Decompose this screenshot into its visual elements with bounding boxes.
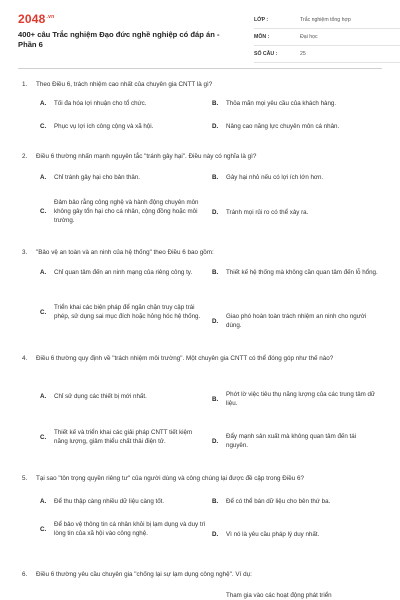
option-c[interactable]: [40, 122, 206, 131]
meta-table: [254, 12, 400, 63]
meta-value: Đại học: [300, 34, 318, 40]
option-text: Phớt lờ việc tiêu thụ năng lượng của các trung tâm dữ liệu.: [226, 391, 376, 407]
option-b[interactable]: [212, 268, 378, 277]
option-letter: A.: [40, 174, 47, 181]
option-text: Gây hại nhỏ nếu có lợi ích lớn hơn.: [226, 174, 324, 181]
meta-value: 25: [300, 51, 306, 57]
option-text: Triển khai các biện pháp để ngăn chặn truy cập trái phép, sử dụng sai mục đích hoặc hỏng hóc hệ thống.: [54, 304, 201, 320]
question-text: Điều 6 thường yêu cầu chuyên gia "chống lại sự lạm dụng công nghệ". Ví dụ:: [36, 571, 252, 578]
option-letter: D.: [212, 317, 219, 325]
option-letter: A.: [40, 498, 47, 505]
option-a[interactable]: [40, 392, 206, 401]
option-letter: D.: [212, 123, 219, 130]
option-d[interactable]: [212, 122, 378, 131]
meta-key: SỐ CÂU :: [254, 51, 278, 57]
option-b[interactable]: [212, 390, 378, 408]
option-c[interactable]: [40, 198, 206, 225]
question-text: Điều 6 thường nhấn mạnh nguyên tắc "tránh gây hại". Điều này có nghĩa là gì?: [36, 153, 257, 160]
option-d[interactable]: [212, 432, 378, 450]
option-c[interactable]: [40, 303, 206, 321]
option-letter: C.: [40, 433, 47, 441]
option-d[interactable]: [212, 530, 378, 539]
option-text: Tránh mọi rủi ro có thể xảy ra.: [226, 209, 309, 216]
header-divider: [18, 68, 382, 69]
option-text: Nâng cao năng lực chuyên môn cá nhân.: [226, 123, 340, 130]
option-text: Vì nó là yêu cầu pháp lý duy nhất.: [226, 531, 320, 538]
option-letter: B.: [212, 100, 219, 107]
option-b[interactable]: [212, 99, 378, 108]
question-number: 2.: [22, 153, 28, 160]
option-a[interactable]: [40, 268, 206, 277]
question-text: Theo Điều 6, trách nhiệm cao nhất của chuyên gia CNTT là gì?: [36, 81, 213, 88]
option-d[interactable]: [212, 312, 378, 330]
question-text: "Bảo vệ an toàn và an ninh của hệ thống" theo Điều 6 bao gồm:: [36, 249, 214, 256]
question-text: Điều 6 thường quy định về "trách nhiệm môi trường". Một chuyên gia CNTT có thể đóng góp như thế nào?: [36, 355, 334, 362]
option-text: Đẩy mạnh sản xuất mà không quan tâm đến tái nguyên.: [226, 433, 357, 449]
option-text: Để có thể bán dữ liệu cho bên thứ ba.: [226, 498, 331, 505]
option-letter: C.: [40, 525, 47, 533]
option-text: Phục vụ lợi ích công cộng và xã hội.: [54, 123, 154, 130]
option-letter: B.: [212, 498, 219, 505]
option-d[interactable]: [212, 208, 378, 217]
question-number: 5.: [22, 475, 28, 482]
option-a[interactable]: [40, 99, 206, 108]
option-letter: C.: [40, 208, 47, 215]
option-letter: C.: [40, 308, 47, 316]
option-letter: B.: [212, 395, 219, 403]
option-text: Chỉ tránh gây hại cho bản thân.: [54, 174, 140, 181]
option-b[interactable]: [212, 173, 378, 182]
meta-key: MÔN :: [254, 34, 270, 40]
option-a[interactable]: [40, 497, 206, 506]
option-letter: D.: [212, 437, 219, 445]
option-text: Thiết kế và triển khai các giải pháp CNTT tiết kiệm năng lượng, giảm thiểu chất thải điện tử.: [54, 429, 193, 445]
option-text: Tối đa hóa lợi nhuận cho tổ chức.: [54, 100, 147, 107]
question-number: 1.: [22, 81, 28, 88]
meta-row-class: [254, 12, 400, 29]
option-letter: D.: [212, 209, 219, 216]
option-letter: C.: [40, 123, 47, 130]
option-text: Đảm bảo rằng công nghệ và hành động chuyên môn không gây tổn hại cho cá nhân, cộng đồng hoặc môi trường.: [54, 199, 199, 224]
option-letter: A.: [40, 100, 47, 107]
option-c[interactable]: [40, 520, 206, 538]
option-text: Tham gia vào các hoạt động phát triển: [226, 592, 332, 599]
option-text: Để bảo vệ thông tin cá nhân khỏi bị lạm dụng và duy trì lòng tin của xã hội vào công nghệ.: [54, 521, 206, 537]
question-text: Tại sao "tôn trọng quyền riêng tư" của người dùng và công chúng lại được đề cập trong Điều 6?: [36, 475, 304, 482]
logo-text: 2048: [18, 12, 46, 26]
option-letter: A.: [40, 269, 47, 276]
page-header: [18, 12, 384, 60]
option-letter: D.: [212, 531, 219, 538]
meta-key: LỚP :: [254, 17, 269, 23]
option-letter: A.: [40, 393, 47, 400]
meta-row-count: [254, 46, 400, 63]
option-letter: B.: [212, 174, 219, 181]
meta-row-subject: [254, 29, 400, 46]
option-text: Để thu thập càng nhiều dữ liệu càng tốt.: [54, 498, 165, 505]
question-number: 6.: [22, 571, 28, 578]
question-number: 4.: [22, 355, 28, 362]
option-letter: B.: [212, 269, 219, 276]
option-text: Chỉ sử dụng các thiết bị mới nhất.: [54, 393, 147, 400]
logo-suffix: .vn: [46, 14, 55, 20]
meta-value: Trắc nghiệm tổng hợp: [300, 17, 351, 23]
option-text: Thiết kế hệ thống mà không cần quan tâm đến lỗ hổng.: [226, 269, 378, 276]
option-c[interactable]: [40, 428, 206, 446]
page-title: 400+ câu Trắc nghiệm Đạo đức nghề nghiệp có đáp án - Phần 6: [18, 30, 220, 49]
site-logo[interactable]: [18, 12, 54, 26]
option-a[interactable]: [40, 173, 206, 182]
option-text: Thỏa mãn mọi yêu cầu của khách hàng.: [226, 100, 337, 107]
option-partial[interactable]: [212, 591, 378, 600]
question-number: 3.: [22, 249, 28, 256]
option-text: Chỉ quan tâm đến an ninh mạng của riêng công ty.: [54, 269, 193, 276]
option-text: Giao phó hoàn toàn trách nhiệm an ninh cho người dùng.: [226, 313, 367, 329]
option-b[interactable]: [212, 497, 378, 506]
